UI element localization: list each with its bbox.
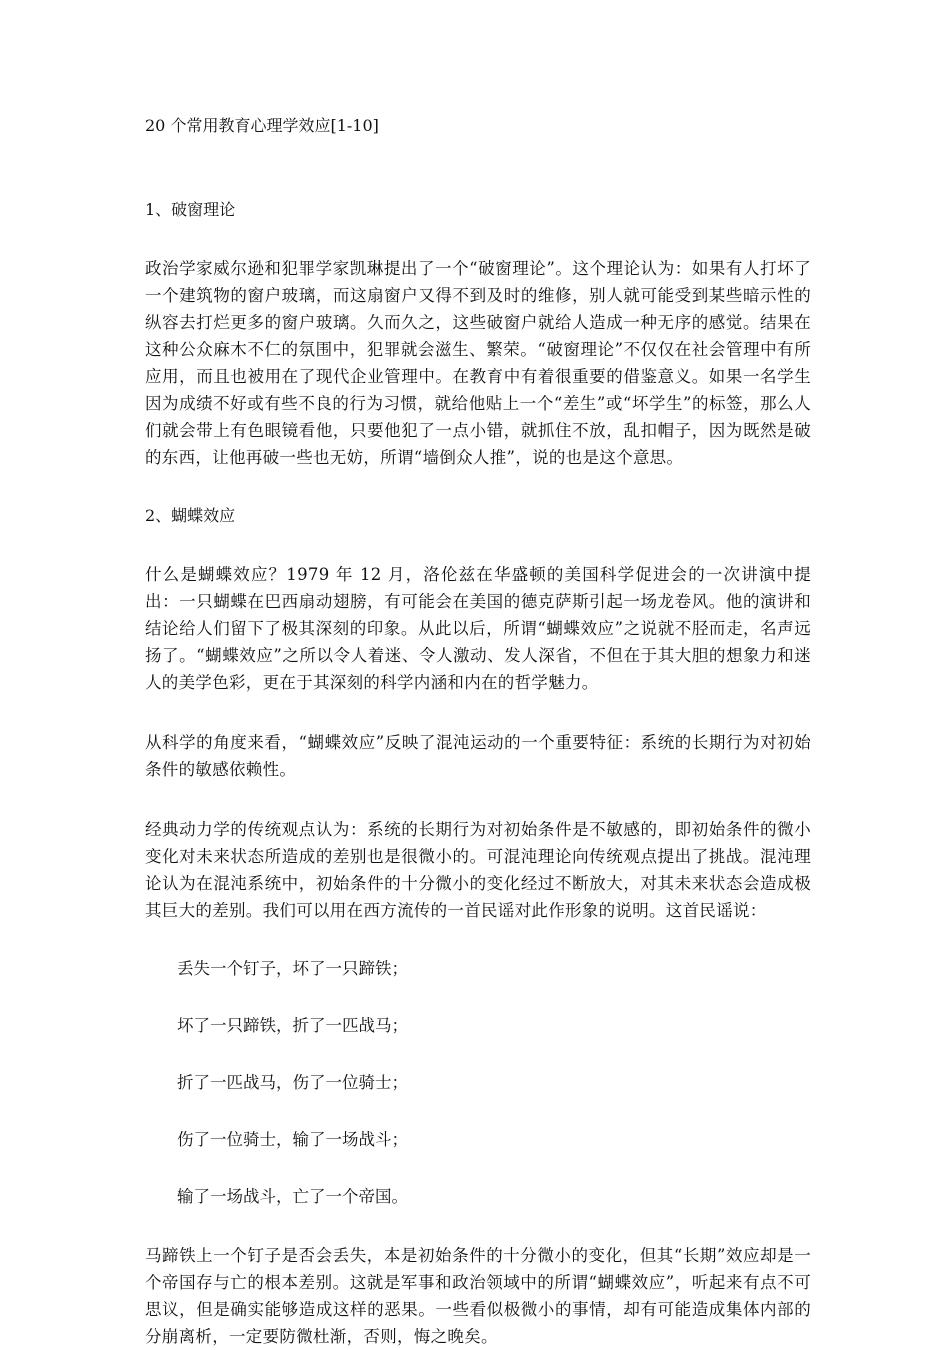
ballad-line: 伤了一位骑士，输了一场战斗； xyxy=(177,1130,408,1149)
document-body xyxy=(145,114,811,1350)
section-heading-broken-windows: 1、破窗理论 xyxy=(145,200,236,219)
ballad-line: 坏了一只蹄铁，折了一匹战马； xyxy=(177,1016,408,1035)
paragraph-butterfly-intro: 什么是蝴蝶效应？1979 年 12 月，洛伦兹在华盛顿的美国科学促进会的一次讲演中提出：一只蝴蝶在巴西扇动翅膀，有可能会在美国的德克萨斯引起一场龙卷风。他的演讲和结论给人们留下了极其深刻的印象。从此以后，所谓“蝴蝶效应”之说就不胫而走，名声远扬了。“蝴蝶效应”之所以令人着迷、令人激动、发人深省，不但在于其大胆的想象力和迷人的美学色彩，更在于其深刻的科学内涵和内在的哲学魅力。 xyxy=(145,565,811,692)
document-title: 20 个常用教育心理学效应[1-10] xyxy=(145,116,379,135)
ballad-line: 折了一匹战马，伤了一位骑士； xyxy=(177,1073,408,1092)
paragraph-butterfly-closing: 马蹄铁上一个钉子是否会丢失，本是初始条件的十分微小的变化，但其“长期”效应却是一个帝国存与亡的根本差别。这就是军事和政治领域中的所谓“蝴蝶效应”，听起来有点不可思议，但是确实能够造成这样的恶果。一些看似极微小的事情，却有可能造成集体内部的分崩离析，一定要防微杜渐，否则，悔之晚矣。 xyxy=(145,1246,811,1346)
ballad-line: 丢失一个钉子，坏了一只蹄铁； xyxy=(177,959,408,978)
paragraph-butterfly-classical: 经典动力学的传统观点认为：系统的长期行为对初始条件是不敏感的，即初始条件的微小变化对未来状态所造成的差别也是很微小的。可混沌理论向传统观点提出了挑战。混沌理论认为在混沌系统中，初始条件的十分微小的变化经过不断放大，对其未来状态会造成极其巨大的差别。我们可以用在西方流传的一首民谣对此作形象的说明。这首民谣说： xyxy=(145,820,811,920)
ballad-line: 输了一场战斗，亡了一个帝国。 xyxy=(177,1187,408,1206)
paragraph-broken-windows: 政治学家威尔逊和犯罪学家凯琳提出了一个“破窗理论”。这个理论认为：如果有人打坏了一个建筑物的窗户玻璃，而这扇窗户又得不到及时的维修，别人就可能受到某些暗示性的纵容去打烂更多的窗户玻璃。久而久之，这些破窗户就给人造成一种无序的感觉。结果在这种公众麻木不仁的氛围中，犯罪就会滋生、繁荣。“破窗理论”不仅仅在社会管理中有所应用，而且也被用在了现代企业管理中。在教育中有着很重要的借鉴意义。如果一名学生因为成绩不好或有些不良的行为习惯，就给他贴上一个“差生”或“坏学生”的标签，那么人们就会带上有色眼镜看他，只要他犯了一点小错，就抓住不放，乱扣帽子，因为既然是破的东西，让他再破一些也无妨，所谓“墙倒众人推”，说的也是这个意思。 xyxy=(145,259,811,467)
paragraph-butterfly-science: 从科学的角度来看，“蝴蝶效应”反映了混沌运动的一个重要特征：系统的长期行为对初始条件的敏感依赖性。 xyxy=(145,733,811,779)
section-heading-butterfly-effect: 2、蝴蝶效应 xyxy=(145,506,236,525)
